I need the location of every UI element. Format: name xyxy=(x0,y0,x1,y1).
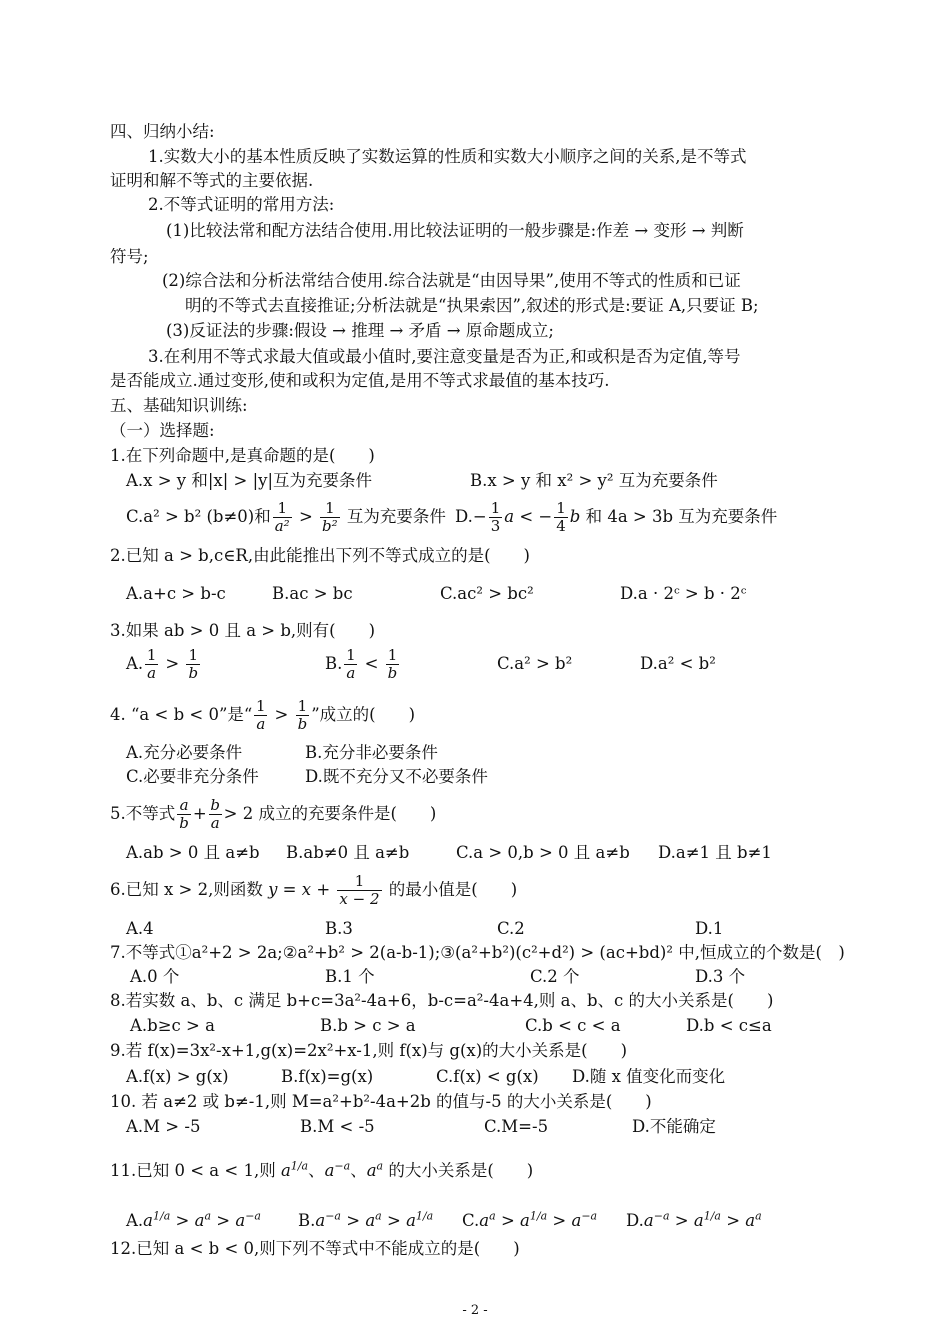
summary-point-2-3: (3)反证法的步骤:假设 → 推理 → 矛盾 → 原命题成立; xyxy=(166,321,554,340)
question-3-option-a-label: A. xyxy=(126,654,144,673)
question-4-stem-prefix: 4. “a < b < 0”是“ xyxy=(110,705,253,724)
question-1-option-d-prefix: D. xyxy=(455,507,473,526)
fraction-b-over-a: $\frac{b}{a}$ xyxy=(210,796,220,832)
question-11-option-d: $D.a^{-a} > a^{1/a} > a^a$ xyxy=(626,1209,762,1230)
question-2-option-d: D.a · 2ᶜ > b · 2ᶜ xyxy=(620,584,747,603)
fraction-1-over-x-minus-2: $\frac{1}{x - 2}$ xyxy=(339,872,380,908)
summary-point-1-line-2: 证明和解不等式的主要依据. xyxy=(110,171,314,190)
question-9-option-d: D.随 x 值变化而变化 xyxy=(572,1067,726,1086)
page-number: - 2 - xyxy=(462,1303,488,1318)
question-3-option-d: D.a² < b² xyxy=(640,654,716,673)
fraction-1-over-b: $\frac{1}{b}$ xyxy=(188,646,199,682)
question-12-stem: 12.已知 a < b < 0,则下列不等式中不能成立的是( ) xyxy=(110,1239,520,1258)
question-9-stem: 9.若 f(x)=3x²-x+1,g(x)=2x²+x-1,则 f(x)与 g(x)的大小关系是( ) xyxy=(110,1041,628,1060)
question-11-option-b: $B.a^{-a} > a^a > a^{1/a}$ xyxy=(298,1209,434,1230)
fraction-1-over-a: $\frac{1}{a}$ xyxy=(146,646,157,682)
question-7-option-b: B.1 个 xyxy=(325,967,375,986)
question-8-option-c: C.b < c < a xyxy=(525,1016,621,1035)
summary-point-3-line-2: 是否能成立.通过变形,使和或积为定值,是用不等式求最值的基本技巧. xyxy=(110,371,610,390)
question-1-stem: 1.在下列命题中,是真命题的是( ) xyxy=(110,446,375,465)
fraction-a-over-b: $\frac{a}{b}$ xyxy=(179,796,189,832)
question-5-stem-suffix: > 2 成立的充要条件是( ) xyxy=(223,804,437,823)
question-3-option-b-label: B. xyxy=(325,654,343,673)
question-8-option-b: B.b > c > a xyxy=(320,1016,416,1035)
question-2-option-a: A.a+c > b-c xyxy=(126,584,226,603)
question-5-option-c: C.a > 0,b > 0 且 a≠b xyxy=(456,843,630,862)
question-10-option-d: D.不能确定 xyxy=(632,1117,716,1136)
question-9-option-c: C.f(x) < g(x) xyxy=(436,1067,539,1086)
summary-point-1-line-1: 1.实数大小的基本性质反映了实数运算的性质和实数大小顺序之间的关系,是不等式 xyxy=(148,147,747,166)
question-9-option-a: A.f(x) > g(x) xyxy=(126,1067,229,1086)
question-10-stem: 10. 若 a≠2 或 b≠-1,则 M=a²+b²-4a+2b 的值与-5 的大小关系是( ) xyxy=(110,1092,652,1111)
question-1-option-c-suffix: 互为充要条件 xyxy=(346,507,446,526)
summary-point-2-2-line-2: 明的不等式去直接推证;分析法就是“执果索因”,叙述的形式是:要证 A,只要证 B; xyxy=(185,296,759,315)
question-5-stem-prefix: 5.不等式 xyxy=(110,804,176,823)
question-4-option-d: D.既不充分又不必要条件 xyxy=(305,767,488,786)
question-4-option-c: C.必要非充分条件 xyxy=(126,767,259,786)
summary-point-2-2-line-1: (2)综合法和分析法常结合使用.综合法就是“由因导果”,使用不等式的性质和已证 xyxy=(162,271,741,290)
question-10-option-c: C.M=-5 xyxy=(484,1117,549,1136)
question-11-stem: 11.已知 0 < a < 1,则 $a^{1/a}$、$a^{-a}$、$a^a$ 的大小关系是( ) xyxy=(110,1159,534,1180)
question-8-option-a: A.b≥c > a xyxy=(130,1016,215,1035)
summary-point-2-1-line-2: 符号; xyxy=(110,247,149,266)
question-7-option-d: D.3 个 xyxy=(695,967,746,986)
fraction-1-over-3: $\frac{1}{3}$ xyxy=(490,499,501,535)
question-1-option-a: A.x > y 和|x| > |y|互为充要条件 xyxy=(126,471,373,490)
question-1-option-c: C.a² > b² (b≠0)和 $\frac{1}{\text{a²}}$ > $\frac{1}{\text{b²}}$ 互为充要条件 xyxy=(126,499,446,535)
question-8-stem: 8.若实数 a、b、c 满足 b+c=3a²-4a+6，b-c=a²-4a+4,则 a、b、c 的大小关系是( ) xyxy=(110,991,774,1010)
question-5-stem: 5.不等式 $\frac{a}{b}$ + $\frac{b}{a}$ > 2 成立的充要条件是( ) xyxy=(110,796,437,832)
question-3-option-b: B. $\frac{1}{a}$ < $\frac{1}{b}$ xyxy=(325,646,398,682)
fraction-1-over-b: $\frac{1}{b}$ xyxy=(297,697,308,733)
fraction-1-over-4: $\frac{1}{4}$ xyxy=(556,499,566,535)
fraction-1-over-a: $\frac{1}{a}$ xyxy=(346,646,356,682)
question-6-stem-prefix: 6.已知 x > 2,则函数 xyxy=(110,880,263,899)
question-5-option-d: D.a≠1 且 b≠1 xyxy=(658,843,772,862)
question-1-option-d: D.− $\frac{1}{3}$ a < − $\frac{1}{4}$ b 和 4a > 3b 互为充要条件 xyxy=(455,499,778,535)
question-11-option-a-label: A. xyxy=(126,1211,144,1230)
question-7-option-a: A.0 个 xyxy=(130,967,180,986)
question-6-stem: 6.已知 x > 2,则函数 y = x + $\frac{1}{x - 2}$ 的最小值是( ) xyxy=(110,872,518,908)
summary-point-2-1-line-1: (1)比较法常和配方法结合使用.用比较法证明的一般步骤是:作差 → 变形 → 判断 xyxy=(166,221,744,240)
question-9-option-b: B.f(x)=g(x) xyxy=(281,1067,374,1086)
question-4-stem: 4. “a < b < 0”是“ $\frac{1}{a}$ > $\frac{1}{b}$ ”成立的( ) xyxy=(110,697,416,733)
fraction-1-over-b2: $\frac{1}{\text{b²}}$ xyxy=(322,499,338,535)
question-2-option-b: B.ac > bc xyxy=(272,584,353,603)
question-7-stem: 7.不等式①a²+2 > 2a;②a²+b² > 2(a-b-1);③(a²+b²)(c²+d²) > (ac+bd)² 中,恒成立的个数是( ) xyxy=(110,943,845,962)
subheading-choice: （一）选择题: xyxy=(110,421,215,440)
question-3-stem: 3.如果 ab > 0 且 a > b,则有( ) xyxy=(110,621,376,640)
question-10-option-a: A.M > -5 xyxy=(126,1117,201,1136)
question-3-option-c: C.a² > b² xyxy=(497,654,573,673)
question-11-option-c: $C.a^a > a^{1/a} > a^{-a}$ xyxy=(462,1209,598,1230)
question-11-option-d-label: D. xyxy=(626,1211,644,1230)
question-10-option-b: B.M < -5 xyxy=(300,1117,375,1136)
question-8-option-d: D.b < c≤a xyxy=(686,1016,772,1035)
question-6-option-b: B.3 xyxy=(325,919,353,938)
question-4-stem-suffix: ”成立的( ) xyxy=(311,705,416,724)
question-1-option-c-prefix: C.a² > b² (b≠0)和 xyxy=(126,507,271,526)
question-11-stem-prefix: 11.已知 0 < a < 1,则 xyxy=(110,1161,276,1180)
question-11-option-a: $A.a^{1/a} > a^a > a^{-a}$ xyxy=(126,1209,261,1230)
question-3-option-a: A. $\frac{1}{a}$ > $\frac{1}{b}$ xyxy=(126,646,199,682)
question-7-option-c: C.2 个 xyxy=(530,967,580,986)
question-4-option-b: B.充分非必要条件 xyxy=(305,743,438,762)
fraction-1-over-a: $\frac{1}{a}$ xyxy=(256,697,266,733)
question-4-option-a: A.充分必要条件 xyxy=(126,743,243,762)
question-1-option-b: B.x > y 和 x² > y² 互为充要条件 xyxy=(470,471,718,490)
question-2-option-c: C.ac² > bc² xyxy=(440,584,534,603)
section-heading-summary: 四、归纳小结: xyxy=(110,122,215,141)
section-heading-training: 五、基础知识训练: xyxy=(110,396,248,415)
question-5-option-b: B.ab≠0 且 a≠b xyxy=(286,843,410,862)
fraction-1-over-a2: $\frac{1}{\text{a²}}$ xyxy=(274,499,290,535)
fraction-1-over-b: $\frac{1}{b}$ xyxy=(387,646,398,682)
question-6-option-d: D.1 xyxy=(695,919,724,938)
summary-point-2: 2.不等式证明的常用方法: xyxy=(148,195,335,214)
summary-point-3-line-1: 3.在利用不等式求最大值或最小值时,要注意变量是否为正,和或积是否为定值,等号 xyxy=(148,347,741,366)
question-6-stem-suffix: 的最小值是( ) xyxy=(388,880,518,899)
question-11-option-c-label: C. xyxy=(462,1211,480,1230)
question-6-option-c: C.2 xyxy=(497,919,525,938)
question-1-option-d-suffix: 和 4a > 3b 互为充要条件 xyxy=(585,507,778,526)
question-6-option-a: A.4 xyxy=(126,919,154,938)
question-2-stem: 2.已知 a > b,c∈R,由此能推出下列不等式成立的是( ) xyxy=(110,546,530,565)
question-11-stem-suffix: 的大小关系是( ) xyxy=(388,1161,534,1180)
question-5-option-a: A.ab > 0 且 a≠b xyxy=(126,843,260,862)
question-11-option-b-label: B. xyxy=(298,1211,316,1230)
